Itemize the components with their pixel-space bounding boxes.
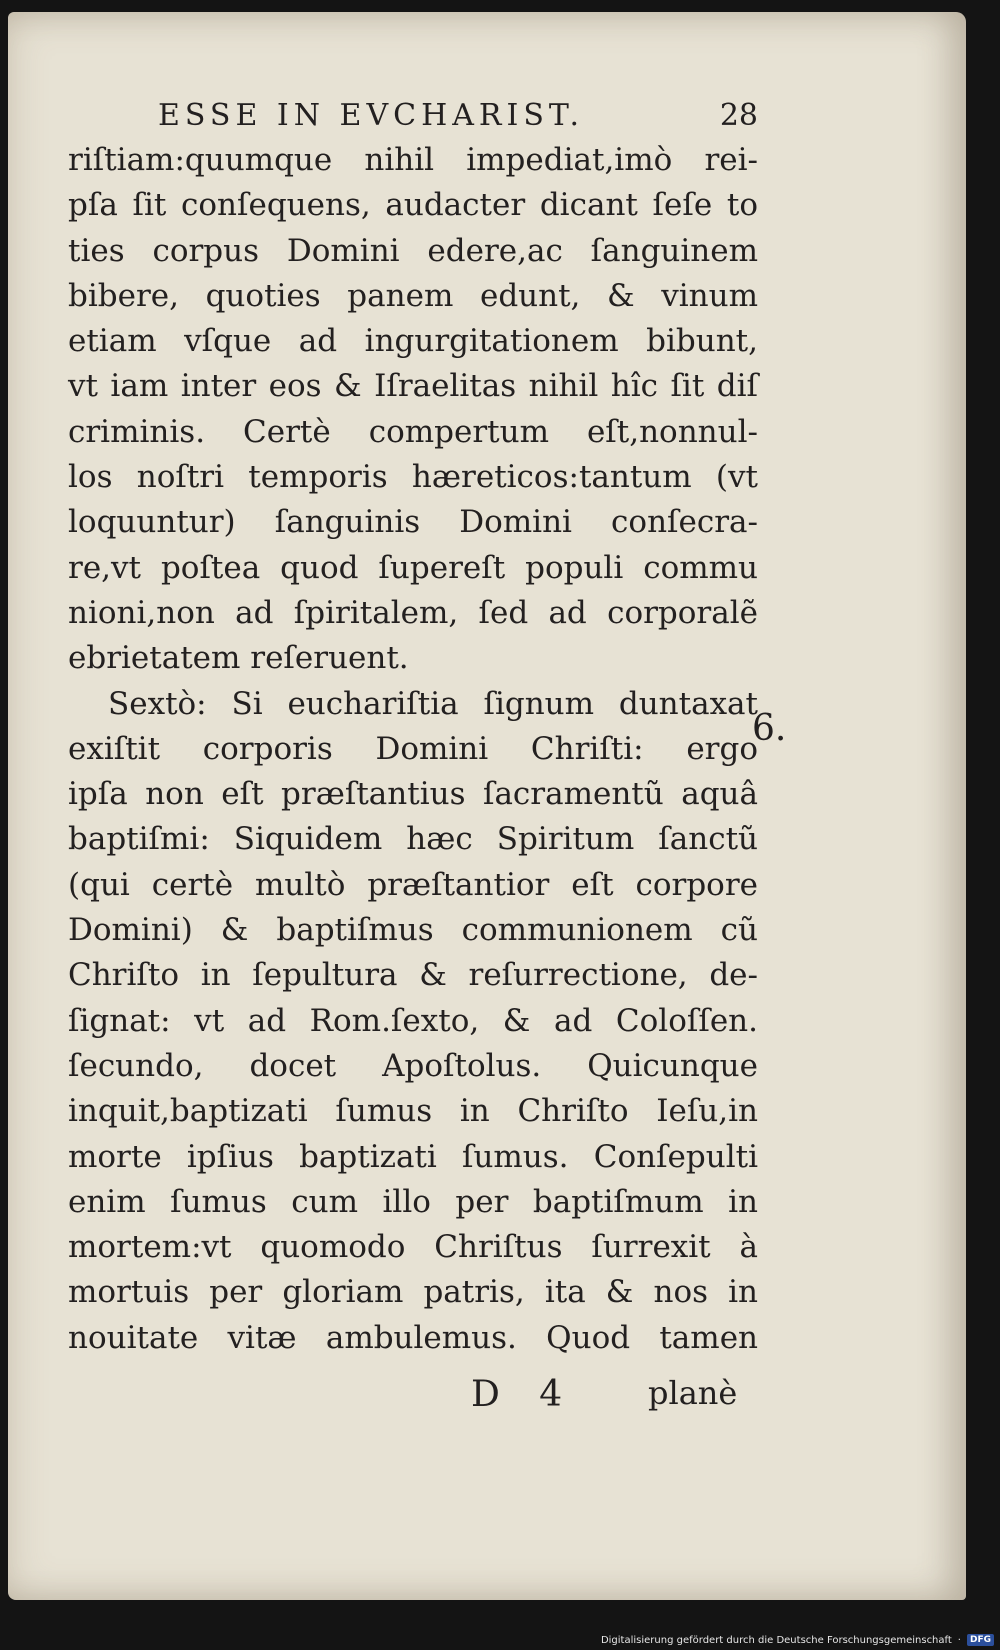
dfg-logo-icon: DFG xyxy=(967,1634,994,1646)
running-head xyxy=(68,94,758,138)
text-line: ebrietatem reſeruent. xyxy=(68,640,409,677)
paragraph-start-line: Sextò: Si euchariſtia ſignum duntaxat xyxy=(108,685,758,722)
text-line: bibere, quoties panem edunt, & vinum xyxy=(68,277,758,314)
text-line: re,vt poſtea quod ſupereſt populi commu xyxy=(68,549,758,586)
text-line: ties corpus Domini edere,ac ſanguinem xyxy=(68,232,758,269)
running-head-title: ESSE IN EVCHARIST. xyxy=(158,98,585,133)
text-line: Chriſto in ſepultura & reſurrectione, de- xyxy=(68,957,758,994)
text-line: mortuis per gloriam patris, ita & nos in xyxy=(68,1274,758,1311)
text-line: ſignat: vt ad Rom.ſexto, & ad Coloſſen. xyxy=(68,1002,758,1039)
text-line: criminis. Certè compertum eſt,nonnul- xyxy=(68,413,758,450)
catchword: planè xyxy=(648,1374,738,1412)
page-number: 28 xyxy=(719,98,758,133)
body-text xyxy=(68,138,758,1361)
text-line: exiſtit corporis Domini Chriſti: ergo xyxy=(68,730,758,767)
text-line: morte ipſius baptizati ſumus. Conſepulti xyxy=(68,1138,758,1175)
separator: · xyxy=(957,1634,961,1646)
text-line: inquit,baptizati ſumus in Chriſto Ieſu,in xyxy=(68,1093,758,1130)
book-page xyxy=(8,12,966,1600)
text-line: (qui certè multò præſtantior eſt corpore xyxy=(68,866,758,903)
text-line: baptiſmi: Siquidem hæc Spiritum ſanctũ xyxy=(68,821,758,858)
text-line: Domini) & baptiſmus communionem cũ xyxy=(68,912,758,949)
text-line: riſtiam:quumque nihil impediat,imò rei- xyxy=(68,142,758,178)
signature-mark: D 4 xyxy=(471,1374,577,1415)
text-line: vt iam inter eos & Iſraelitas nihil hîc ſit diſ xyxy=(68,368,758,405)
text-line: nioni,non ad ſpiritalem, ſed ad corporalẽ xyxy=(68,594,758,631)
text-line: nouitate vitæ ambulemus. Quod tamen xyxy=(68,1319,758,1356)
text-line: loquuntur) ſanguinis Domini conſecra- xyxy=(68,504,758,541)
text-line: ipſa non eſt præſtantius ſacramentũ aquâ xyxy=(68,776,758,813)
text-line: ſecundo, docet Apoſtolus. Quicunque xyxy=(68,1047,758,1084)
text-line: enim ſumus cum illo per baptiſmum in xyxy=(68,1183,758,1220)
digitization-credit xyxy=(601,1634,994,1646)
text-line: los noſtri temporis hæreticos:tantum (vt xyxy=(68,459,758,496)
marginal-note-number: 6. xyxy=(752,708,787,749)
credit-text: Digitalisierung gefördert durch die Deutsche Forschungsgemeinschaft xyxy=(600,1634,952,1646)
text-line: mortem:vt quomodo Chriſtus ſurrexit à xyxy=(68,1229,758,1266)
text-line: pſa ſit conſequens, audacter dicant ſeſe to xyxy=(68,187,758,224)
text-line: etiam vſque ad ingurgitationem bibunt, xyxy=(68,323,758,360)
text-block xyxy=(68,94,758,1361)
